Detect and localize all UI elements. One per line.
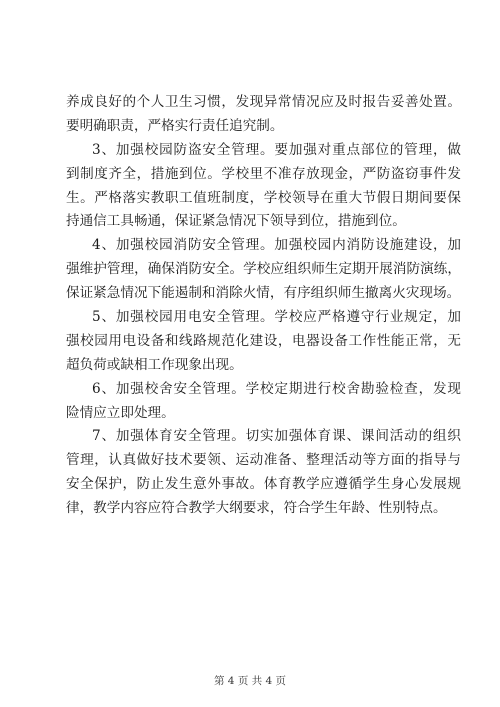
text-line: 要明确职责，严格实行责任追究制。 (66, 117, 284, 134)
text-line: 养成良好的个人卫生习惯，发现异常情况应及时报告妥善处置。 (66, 94, 461, 110)
text-line: 强维护管理，确保消防安全。学校应组织师生定期开展消防演练， (66, 261, 461, 278)
text-line: 管理，认真做好技术要领、运动准备、整理活动等方面的指导与 (66, 452, 461, 469)
text-line: 7、加强体育安全管理。切实加强体育课、课间活动的组织 (92, 428, 461, 445)
text-line: 律，教学内容应符合教学大纲要求，符合学生年龄、性别特点。 (66, 500, 447, 517)
text-line: 4、加强校园消防安全管理。加强校园内消防设施建设，加 (92, 237, 461, 254)
text-line: 生。严格落实教职工值班制度，学校领导在重大节假日期间要保 (66, 189, 461, 206)
text-line: 强校园用电设备和线路规范化建设，电器设备工作性能正常，无 (66, 332, 461, 349)
text-line: 超负荷或缺相工作现象出现。 (66, 356, 243, 373)
text-line: 安全保护，防止发生意外事故。体育教学应遵循学生身心发展规 (66, 476, 461, 493)
document-body (66, 91, 461, 521)
page-number-footer: 第 4 页 共 4 页 (213, 675, 287, 687)
text-line: 3、加强校园防盗安全管理。要加强对重点部位的管理，做 (92, 141, 461, 158)
text-line: 6、加强校舍安全管理。学校定期进行校舍勘验检查，发现 (92, 380, 461, 397)
text-line: 持通信工具畅通，保证紧急情况下领导到位，措施到位。 (66, 213, 406, 230)
text-line: 5、加强校园用电安全管理。学校应严格遵守行业规定，加 (92, 309, 461, 326)
text-line: 保证紧急情况下能遏制和消除火情，有序组织师生撤离火灾现场。 (66, 285, 461, 302)
text-line: 险情应立即处理。 (66, 404, 175, 421)
text-line: 到制度齐全，措施到位。学校里不准存放现金，严防盗窃事件发 (66, 165, 461, 182)
